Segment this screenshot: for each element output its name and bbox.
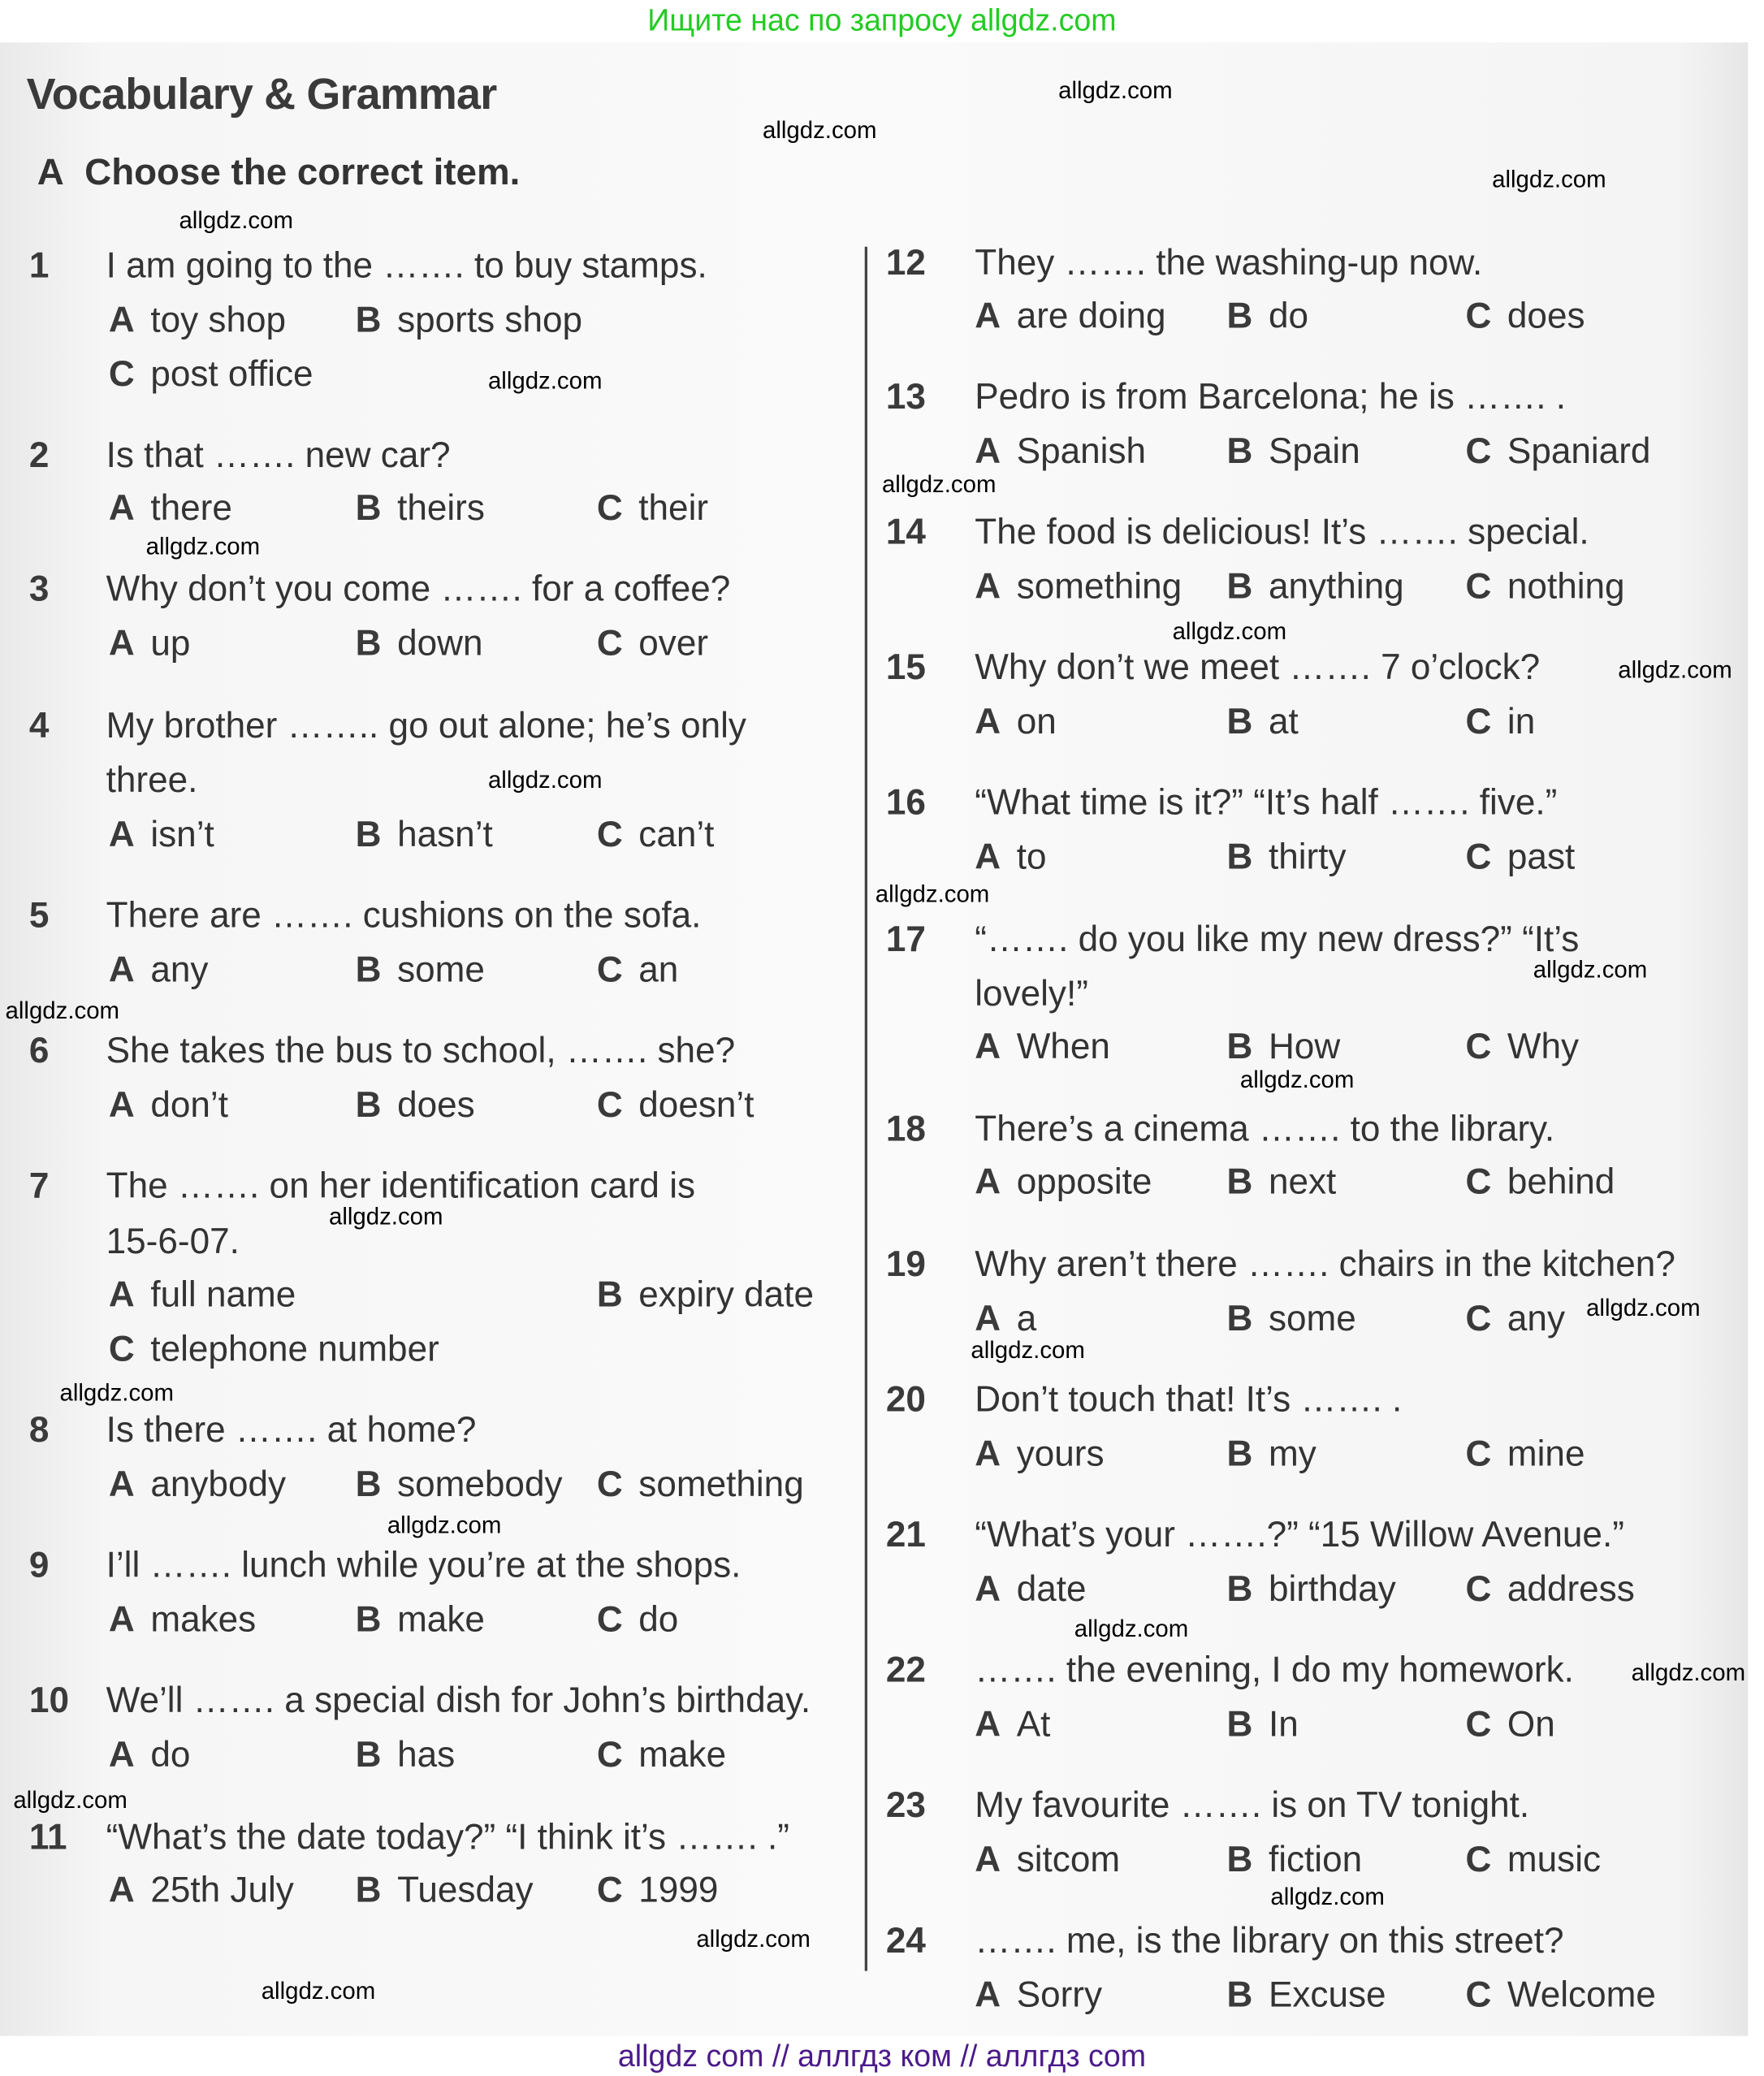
- question-number: 10: [28, 1680, 69, 1721]
- answer-option-a[interactable]: [109, 296, 286, 344]
- option-text: doesn’t: [638, 1084, 754, 1125]
- option-letter: A: [108, 1734, 135, 1775]
- option-text: there: [150, 487, 232, 528]
- answer-option-a[interactable]: [975, 698, 1057, 746]
- option-text: on: [1016, 701, 1057, 742]
- option-letter: B: [355, 814, 382, 854]
- option-text: Welcome: [1507, 1974, 1656, 2015]
- option-text: something: [638, 1464, 804, 1504]
- option-letter: A: [108, 1274, 135, 1315]
- exercise-letter: A: [37, 151, 64, 192]
- option-letter: C: [596, 1870, 623, 1910]
- option-letter: A: [975, 1704, 1001, 1745]
- option-text: date: [1016, 1568, 1087, 1609]
- option-text: At: [1016, 1704, 1051, 1745]
- question-text: Is that ……. new car?: [106, 435, 451, 475]
- question-number: 16: [885, 782, 926, 823]
- answer-option-b[interactable]: [1227, 1295, 1356, 1343]
- option-letter: B: [355, 300, 382, 340]
- question-text: There’s a cinema ……. to the library.: [975, 1109, 1555, 1149]
- question-text: We’ll ……. a special dish for John’s birthday.: [106, 1680, 811, 1721]
- option-text: sitcom: [1016, 1839, 1121, 1879]
- question-number: 12: [885, 242, 926, 283]
- question-text: “……. do you like my new dress?” “It’s: [975, 919, 1580, 959]
- question-number: 1: [28, 245, 50, 286]
- option-text: an: [638, 949, 679, 990]
- watermark-text[interactable]: allgdz.com: [328, 1203, 443, 1230]
- question-text: ……. the evening, I do my homework.: [975, 1650, 1574, 1690]
- option-letter: B: [1226, 1568, 1253, 1609]
- option-text: to: [1016, 837, 1047, 877]
- question-number: 23: [885, 1785, 926, 1826]
- option-letter: A: [108, 1084, 135, 1125]
- option-letter: C: [596, 1599, 623, 1640]
- option-text: nothing: [1507, 566, 1625, 607]
- option-text: Spanish: [1016, 430, 1147, 471]
- answer-option-b[interactable]: [1227, 562, 1404, 610]
- question-number: 6: [28, 1030, 50, 1070]
- option-text: over: [638, 623, 709, 664]
- option-letter: C: [596, 814, 623, 854]
- option-letter: C: [1465, 701, 1492, 742]
- option-text: telephone number: [150, 1329, 439, 1369]
- option-letter: A: [975, 1161, 1001, 1202]
- answer-option-c[interactable]: [1465, 1836, 1601, 1884]
- question-number: 19: [885, 1243, 926, 1284]
- answer-option-a[interactable]: [975, 1971, 1102, 2019]
- question-text: “What’s your …….?” “15 Willow Avenue.”: [975, 1514, 1624, 1555]
- option-text: up: [150, 623, 191, 664]
- answer-option-b[interactable]: [1227, 427, 1360, 475]
- answer-option-c[interactable]: [1465, 562, 1624, 610]
- question-text: She takes the bus to school, ……. she?: [106, 1030, 736, 1070]
- option-text: fiction: [1268, 1839, 1363, 1879]
- option-letter: A: [975, 1298, 1001, 1339]
- answer-option-c[interactable]: [1465, 1023, 1579, 1070]
- question-number: 8: [28, 1409, 50, 1450]
- option-letter: C: [596, 949, 623, 990]
- option-letter: B: [355, 1464, 382, 1504]
- option-text: don’t: [150, 1084, 228, 1125]
- option-text: anything: [1268, 566, 1404, 607]
- watermark-text[interactable]: allgdz.com: [1533, 956, 1648, 984]
- answer-option-b[interactable]: [356, 296, 582, 344]
- answer-option-b[interactable]: [356, 1081, 475, 1129]
- watermark-text[interactable]: allgdz.com: [762, 116, 877, 144]
- option-text: does: [397, 1084, 475, 1125]
- answer-option-a[interactable]: [109, 1460, 286, 1508]
- answer-option-b[interactable]: [1227, 1971, 1386, 2019]
- answer-option-b[interactable]: [1227, 833, 1347, 881]
- question-number: 20: [885, 1379, 926, 1420]
- answer-option-b[interactable]: [1227, 292, 1309, 340]
- option-letter: B: [355, 1599, 382, 1640]
- option-text: something: [1016, 566, 1182, 607]
- watermark-text[interactable]: allgdz.com: [261, 1977, 376, 2005]
- option-letter: B: [1226, 1704, 1253, 1745]
- question-text: They ……. the washing-up now.: [975, 242, 1483, 283]
- option-letter: A: [108, 949, 135, 990]
- option-text: Spain: [1268, 430, 1360, 471]
- option-letter: A: [108, 1464, 135, 1504]
- option-letter: C: [1465, 1434, 1492, 1474]
- option-letter: A: [975, 296, 1001, 336]
- answer-option-a[interactable]: [109, 620, 191, 668]
- question-number: 11: [28, 1817, 67, 1858]
- option-text: toy shop: [150, 300, 287, 340]
- watermark-text[interactable]: allgdz.com: [696, 1926, 811, 1953]
- answer-option-c[interactable]: [597, 1731, 726, 1779]
- option-text: make: [397, 1599, 485, 1640]
- answer-option-a[interactable]: [109, 1866, 294, 1914]
- watermark-text[interactable]: allgdz.com: [971, 1337, 1085, 1364]
- option-letter: C: [596, 1084, 623, 1125]
- option-text: make: [638, 1734, 727, 1775]
- answer-option-b[interactable]: [356, 945, 485, 993]
- option-letter: C: [1465, 1974, 1492, 2015]
- watermark-text[interactable]: allgdz.com: [1172, 617, 1287, 645]
- section-title: Vocabulary & Grammar: [26, 68, 497, 119]
- option-letter: B: [355, 1734, 382, 1775]
- option-text: Sorry: [1016, 1974, 1103, 2015]
- answer-option-c[interactable]: [597, 1460, 804, 1508]
- watermark-text[interactable]: allgdz.com: [1631, 1659, 1746, 1686]
- question-text: Why don’t we meet ……. 7 o’clock?: [975, 647, 1541, 687]
- option-letter: C: [1465, 566, 1492, 607]
- option-letter: B: [1226, 1026, 1253, 1066]
- option-letter: C: [108, 354, 135, 395]
- option-letter: B: [355, 949, 382, 990]
- option-letter: B: [1226, 1434, 1253, 1474]
- answer-option-a[interactable]: [975, 1158, 1152, 1206]
- question-text: Is there ……. at home?: [106, 1409, 477, 1450]
- option-text: are doing: [1016, 296, 1166, 336]
- answer-option-c[interactable]: [597, 1595, 679, 1643]
- option-letter: C: [1465, 430, 1492, 471]
- option-letter: B: [1226, 296, 1253, 336]
- option-text: isn’t: [150, 814, 214, 854]
- question-text: Don’t touch that! It’s ……. .: [975, 1379, 1403, 1420]
- question-text: I’ll ……. lunch while you’re at the shops.: [106, 1545, 741, 1585]
- option-letter: B: [1226, 1839, 1253, 1879]
- option-letter: A: [975, 701, 1001, 742]
- option-letter: A: [108, 1599, 135, 1640]
- option-text: in: [1507, 701, 1536, 742]
- question-text: Why don’t you come ……. for a coffee?: [106, 569, 731, 609]
- option-text: address: [1507, 1568, 1635, 1609]
- answer-option-c[interactable]: [597, 811, 715, 859]
- answer-option-a[interactable]: [975, 1701, 1050, 1749]
- watermark-text[interactable]: allgdz.com: [881, 470, 997, 498]
- question-text: My brother …….. go out alone; he’s only: [106, 705, 746, 746]
- option-letter: C: [1465, 1568, 1492, 1609]
- option-letter: C: [1465, 1026, 1492, 1066]
- option-letter: B: [1226, 1161, 1253, 1202]
- watermark-text[interactable]: allgdz.com: [179, 206, 293, 234]
- question-text: ……. me, is the library on this street?: [975, 1920, 1564, 1961]
- question-text: Pedro is from Barcelona; he is ……. .: [975, 376, 1567, 417]
- answer-option-c[interactable]: [1465, 698, 1535, 746]
- watermark-text[interactable]: allgdz.com: [13, 1786, 128, 1814]
- question-number: 14: [885, 512, 926, 552]
- option-letter: B: [1226, 566, 1253, 607]
- option-text: Excuse: [1268, 1974, 1386, 2015]
- answer-option-b[interactable]: [356, 484, 485, 532]
- answer-option-a[interactable]: [975, 292, 1165, 340]
- answer-option-a[interactable]: [109, 945, 209, 993]
- answer-option-a[interactable]: [975, 1295, 1036, 1343]
- option-text: do: [1268, 296, 1309, 336]
- option-letter: C: [108, 1329, 135, 1369]
- exercise-heading: [37, 151, 521, 193]
- answer-option-c[interactable]: [597, 1081, 754, 1129]
- option-letter: C: [1465, 1161, 1492, 1202]
- option-text: at: [1268, 701, 1299, 742]
- watermark-text[interactable]: allgdz.com: [5, 997, 120, 1024]
- answer-option-b[interactable]: [1227, 1023, 1341, 1070]
- option-text: mine: [1507, 1434, 1585, 1474]
- option-letter: B: [1226, 430, 1253, 471]
- option-text: thirty: [1268, 837, 1347, 877]
- answer-option-b[interactable]: [1227, 1836, 1363, 1884]
- option-letter: A: [975, 1026, 1001, 1066]
- option-letter: A: [108, 814, 135, 854]
- question-text: The food is delicious! It’s ……. special.: [975, 512, 1589, 552]
- answer-option-a[interactable]: [109, 1270, 296, 1318]
- watermark-text[interactable]: allgdz.com: [1618, 656, 1732, 683]
- option-letter: A: [108, 487, 135, 528]
- answer-option-c[interactable]: [597, 620, 708, 668]
- answer-option-c[interactable]: [1465, 833, 1575, 881]
- answer-option-c[interactable]: [1465, 1429, 1585, 1477]
- answer-option-b[interactable]: [356, 620, 483, 668]
- watermark-text[interactable]: allgdz.com: [875, 880, 990, 907]
- answer-option-c[interactable]: [1465, 1971, 1655, 2019]
- watermark-text[interactable]: allgdz.com: [1074, 1615, 1189, 1642]
- option-letter: A: [108, 1870, 135, 1910]
- option-text: some: [1268, 1298, 1356, 1339]
- question-text: I am going to the ……. to buy stamps.: [106, 245, 707, 286]
- watermark-text[interactable]: allgdz.com: [1492, 166, 1606, 192]
- question-text: My favourite ……. is on TV tonight.: [975, 1785, 1530, 1826]
- option-text: When: [1016, 1026, 1110, 1066]
- option-text: sports shop: [397, 300, 583, 340]
- answer-option-c[interactable]: [597, 945, 679, 993]
- question-text: “What’s the date today?” “I think it’s ……. .”: [106, 1817, 789, 1858]
- question-number: 2: [28, 435, 50, 475]
- question-text: Why aren’t there ……. chairs in the kitchen?: [975, 1243, 1675, 1284]
- option-letter: B: [1226, 1298, 1253, 1339]
- option-letter: A: [975, 566, 1001, 607]
- option-letter: B: [355, 623, 382, 664]
- option-letter: A: [975, 1568, 1001, 1609]
- answer-option-b[interactable]: [356, 1460, 563, 1508]
- option-letter: B: [355, 1870, 382, 1910]
- option-text: In: [1268, 1704, 1299, 1745]
- question-number: 24: [885, 1920, 926, 1961]
- option-letter: A: [975, 1434, 1001, 1474]
- question-text: lovely!”: [975, 973, 1088, 1014]
- question-text: The ……. on her identification card is: [106, 1166, 696, 1206]
- option-letter: A: [108, 623, 135, 664]
- option-text: their: [638, 487, 709, 528]
- watermark-banner-bottom[interactable]: allgdz com // аллгдз ком // аллгдз com: [617, 2038, 1147, 2074]
- question-text: There are ……. cushions on the sofa.: [106, 895, 702, 936]
- answer-option-b[interactable]: [1227, 1158, 1337, 1206]
- option-text: any: [150, 949, 209, 990]
- option-text: music: [1507, 1839, 1602, 1879]
- column-divider: [865, 247, 867, 1971]
- option-letter: C: [1465, 837, 1492, 877]
- option-text: Tuesday: [397, 1870, 534, 1910]
- option-letter: A: [975, 837, 1001, 877]
- watermark-banner-top[interactable]: Ищите нас по запросу allgdz.com: [647, 2, 1117, 37]
- question-number: 17: [885, 919, 926, 959]
- question-number: 22: [885, 1650, 926, 1690]
- watermark-text[interactable]: allgdz.com: [145, 533, 261, 560]
- option-letter: C: [1465, 296, 1492, 336]
- question-number: 7: [28, 1166, 50, 1206]
- answer-option-b[interactable]: [356, 1866, 534, 1914]
- question-number: 13: [885, 376, 926, 417]
- option-letter: B: [596, 1274, 623, 1315]
- option-text: opposite: [1016, 1161, 1152, 1202]
- answer-option-a[interactable]: [975, 562, 1182, 610]
- watermark-text[interactable]: allgdz.com: [1586, 1294, 1701, 1321]
- answer-option-b[interactable]: [1227, 1565, 1396, 1613]
- answer-option-b[interactable]: [1227, 698, 1299, 746]
- answer-option-b[interactable]: [1227, 1701, 1299, 1749]
- answer-option-a[interactable]: [975, 1429, 1104, 1477]
- answer-option-c[interactable]: [1465, 1701, 1554, 1749]
- option-text: somebody: [397, 1464, 563, 1504]
- option-text: Why: [1507, 1026, 1580, 1066]
- answer-option-a[interactable]: [109, 1595, 256, 1643]
- option-text: a: [1016, 1298, 1037, 1339]
- option-letter: C: [596, 1734, 623, 1775]
- option-letter: C: [1465, 1704, 1492, 1745]
- option-text: do: [150, 1734, 191, 1775]
- option-text: behind: [1507, 1161, 1615, 1202]
- option-letter: C: [596, 487, 623, 528]
- answer-option-a[interactable]: [109, 1731, 191, 1779]
- answer-option-c[interactable]: [1465, 1565, 1634, 1613]
- question-number: 15: [885, 647, 926, 687]
- option-letter: A: [108, 300, 135, 340]
- watermark-text[interactable]: allgdz.com: [1239, 1066, 1355, 1093]
- option-letter: C: [596, 623, 623, 664]
- answer-option-a[interactable]: [109, 1081, 228, 1129]
- watermark-text[interactable]: allgdz.com: [1058, 76, 1173, 104]
- answer-option-a[interactable]: [975, 427, 1146, 475]
- answer-option-c[interactable]: [1465, 1295, 1565, 1343]
- watermark-text[interactable]: allgdz.com: [387, 1512, 502, 1539]
- option-letter: B: [1226, 1974, 1253, 2015]
- answer-option-c[interactable]: [1465, 427, 1650, 475]
- option-text: do: [638, 1599, 679, 1640]
- question-number: 5: [28, 895, 50, 936]
- option-letter: C: [1465, 1298, 1492, 1339]
- option-text: 1999: [638, 1870, 719, 1910]
- option-letter: A: [975, 1839, 1001, 1879]
- answer-option-b[interactable]: [356, 1731, 456, 1779]
- option-text: any: [1507, 1298, 1566, 1339]
- option-text: down: [397, 623, 483, 664]
- option-letter: B: [1226, 701, 1253, 742]
- option-letter: B: [1226, 837, 1253, 877]
- answer-option-c[interactable]: [1465, 292, 1585, 340]
- answer-option-a[interactable]: [109, 484, 232, 532]
- option-text: birthday: [1268, 1568, 1396, 1609]
- option-text: full name: [150, 1274, 296, 1315]
- answer-option-a[interactable]: [975, 1836, 1120, 1884]
- answer-option-b[interactable]: [356, 1595, 485, 1643]
- question-text: three.: [106, 759, 198, 800]
- option-text: anybody: [150, 1464, 287, 1504]
- option-letter: A: [975, 430, 1001, 471]
- answer-option-b[interactable]: [597, 1270, 814, 1318]
- option-text: On: [1507, 1704, 1555, 1745]
- option-text: yours: [1016, 1434, 1105, 1474]
- option-text: makes: [150, 1599, 257, 1640]
- answer-option-a[interactable]: [109, 811, 214, 859]
- option-text: has: [397, 1734, 456, 1775]
- option-text: next: [1268, 1161, 1337, 1202]
- answer-option-c[interactable]: [109, 350, 313, 398]
- answer-option-b[interactable]: [1227, 1429, 1317, 1477]
- option-text: Spaniard: [1507, 430, 1651, 471]
- option-text: can’t: [638, 814, 715, 854]
- option-text: 25th July: [150, 1870, 294, 1910]
- option-text: some: [397, 949, 485, 990]
- option-text: How: [1268, 1026, 1341, 1066]
- question-text: “What time is it?” “It’s half ……. five.”: [975, 782, 1558, 823]
- option-letter: C: [596, 1464, 623, 1504]
- option-text: my: [1268, 1434, 1317, 1474]
- watermark-text[interactable]: allgdz.com: [59, 1379, 174, 1406]
- option-letter: A: [975, 1974, 1001, 2015]
- option-text: expiry date: [638, 1274, 814, 1315]
- question-number: 18: [885, 1109, 926, 1149]
- watermark-text[interactable]: allgdz.com: [487, 766, 603, 794]
- option-letter: B: [355, 487, 382, 528]
- answer-option-c[interactable]: [597, 484, 708, 532]
- answer-option-c[interactable]: [109, 1325, 439, 1373]
- exercise-instruction: Choose the correct item.: [84, 151, 521, 192]
- answer-option-c[interactable]: [597, 1866, 719, 1914]
- watermark-text[interactable]: allgdz.com: [487, 367, 603, 395]
- question-number: 3: [28, 569, 50, 609]
- option-text: theirs: [397, 487, 485, 528]
- question-text: 15-6-07.: [106, 1221, 240, 1261]
- answer-option-a[interactable]: [975, 1023, 1110, 1070]
- answer-option-a[interactable]: [975, 1565, 1086, 1613]
- option-text: past: [1507, 837, 1576, 877]
- option-text: hasn’t: [397, 814, 493, 854]
- option-letter: B: [355, 1084, 382, 1125]
- question-number: 9: [28, 1545, 50, 1585]
- question-number: 21: [885, 1514, 926, 1555]
- question-number: 4: [28, 705, 50, 746]
- answer-option-a[interactable]: [975, 833, 1046, 881]
- watermark-text[interactable]: allgdz.com: [1270, 1883, 1385, 1910]
- answer-option-b[interactable]: [356, 811, 493, 859]
- answer-option-c[interactable]: [1465, 1158, 1615, 1206]
- option-letter: C: [1465, 1839, 1492, 1879]
- option-text: post office: [150, 354, 313, 395]
- option-text: does: [1507, 296, 1585, 336]
